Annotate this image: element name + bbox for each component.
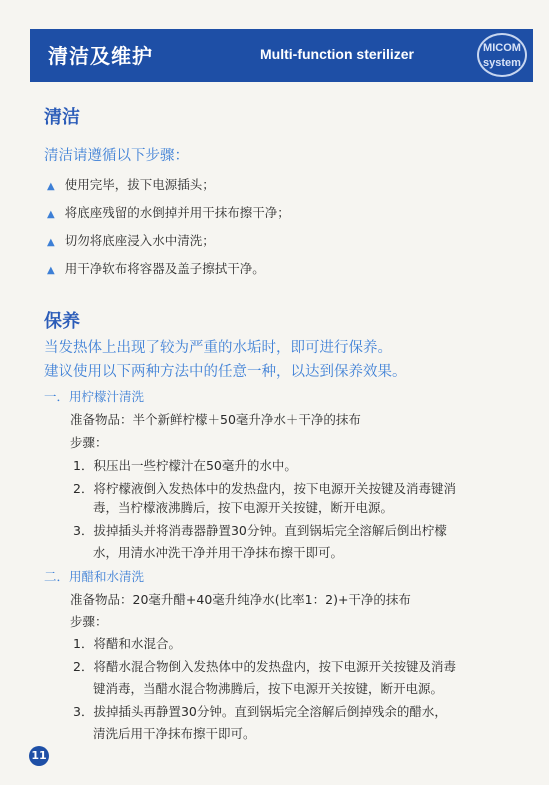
method-1-prep: 准备物品：半个新鲜柠檬＋50毫升净水＋干净的抹布 xyxy=(70,412,361,427)
method-2-step-1: 1．将醋和水混合。 xyxy=(73,636,181,651)
cleaning-item-text: 将底座残留的水倒掉并用干抹布擦干净； xyxy=(64,205,290,220)
logo-line-2: system xyxy=(483,57,521,69)
method-1-step-3-cont: 水，用清水冲洗干净并用干净抹布擦干即可。 xyxy=(93,545,344,560)
cleaning-intro: 清洁请遵循以下步骤： xyxy=(44,148,189,164)
cleaning-item xyxy=(47,203,290,221)
method-1-heading: 一．用柠檬汁清洗 xyxy=(44,389,145,404)
method-2-step-3-cont: 清洗后用干净抹布擦干即可。 xyxy=(93,726,256,741)
triangle-bullet-icon: ▲ xyxy=(47,237,55,248)
triangle-bullet-icon: ▲ xyxy=(47,181,55,192)
cleaning-item xyxy=(47,231,215,249)
product-subtitle: Multi-function sterilizer xyxy=(260,46,414,62)
cleaning-item xyxy=(47,175,215,193)
header-banner xyxy=(30,29,533,82)
method-1-step-2-cont: 毒，当柠檬液沸腾后，按下电源开关按键，断开电源。 xyxy=(93,500,394,515)
maintenance-line-1: 当发热体上出现了较为严重的水垢时，即可进行保养。 xyxy=(44,340,392,356)
method-1-steps-label: 步骤： xyxy=(70,435,108,450)
method-2-prep: 准备物品：20毫升醋+40毫升纯净水(比率1：2)+干净的抹布 xyxy=(70,592,411,607)
method-2-step-3: 3．拔掉插头再静置30分钟。直到锅垢完全溶解后倒掉残余的醋水， xyxy=(73,704,447,719)
method-2-step-2: 2．将醋水混合物倒入发热体中的发热盘内，按下电源开关按键及消毒 xyxy=(73,659,456,674)
cleaning-item-text: 切勿将底座浸入水中清洗； xyxy=(64,233,215,248)
cleaning-item-text: 用干净软布将容器及盖子擦拭干净。 xyxy=(64,261,265,276)
triangle-bullet-icon: ▲ xyxy=(47,265,55,276)
cleaning-item-text: 使用完毕，拔下电源插头； xyxy=(64,177,215,192)
maintenance-title: 保养 xyxy=(44,311,80,332)
micom-system-logo xyxy=(477,33,527,77)
page-number: 11 xyxy=(29,746,49,766)
method-1-step-3: 3．拔掉插头并将消毒器静置30分钟。直到锅垢完全溶解后倒出柠檬 xyxy=(73,523,447,538)
method-2-steps-label: 步骤： xyxy=(70,614,108,629)
maintenance-line-2: 建议使用以下两种方法中的任意一种，以达到保养效果。 xyxy=(44,364,407,380)
triangle-bullet-icon: ▲ xyxy=(47,209,55,220)
method-2-heading: 二．用醋和水清洗 xyxy=(44,569,145,584)
method-1-step-2: 2．将柠檬液倒入发热体中的发热盘内，按下电源开关按键及消毒键消 xyxy=(73,481,456,496)
section-header-title: 清洁及维护 xyxy=(48,44,153,68)
cleaning-item xyxy=(47,259,265,277)
logo-line-1: MICOM xyxy=(483,42,521,54)
method-2-step-2-cont: 键消毒，当醋水混合物沸腾后，按下电源开关按键，断开电源。 xyxy=(93,681,444,696)
cleaning-title: 清洁 xyxy=(44,107,80,128)
method-1-step-1: 1．积压出一些柠檬汁在50毫升的水中。 xyxy=(73,458,297,473)
